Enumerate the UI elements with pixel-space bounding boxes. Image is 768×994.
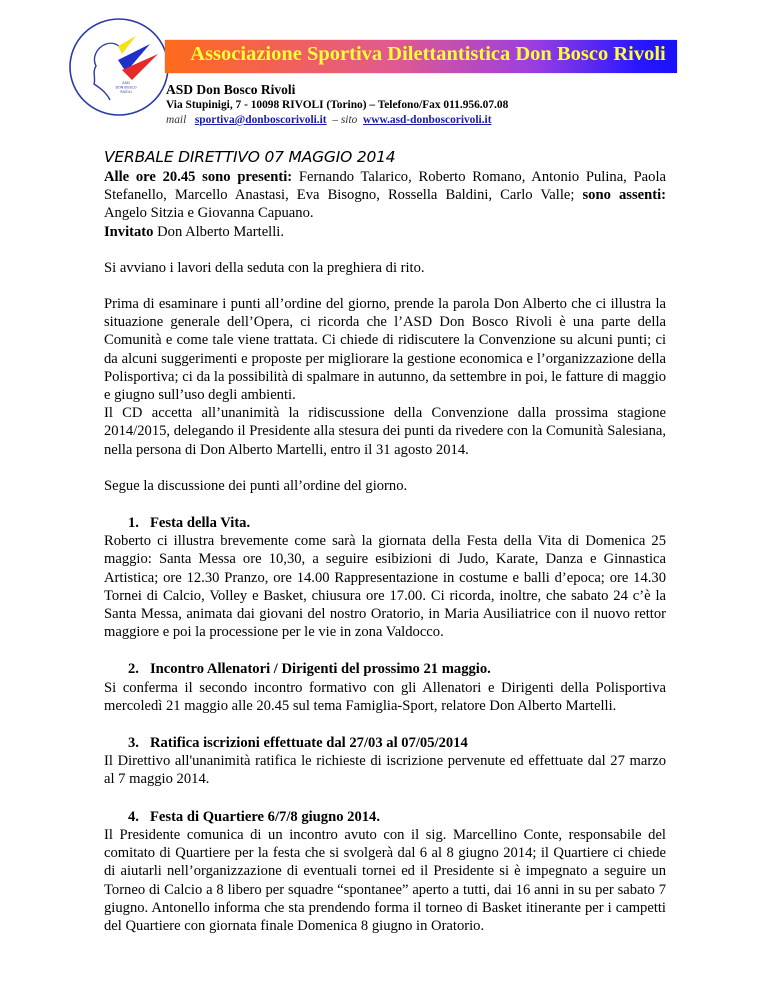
agenda-item-1-body: Roberto ci illustra brevemente come sarà la giornata della Festa della Vita di Domenica 25 maggio: Santa Messa ore 10,30, a seguire esibizioni di Judo, Karate, Danza e Ginnastica Artistica; ore 12.30 Pranzo, ore 14.00 Rappresentazione in costume e balli d’epoca; ore 14.30 Tornei di Calcio, Volley e Basket, chiusura ore 17.00. Ci ricorda, inoltre, che sabato 24 c’è la Santa Messa, animata dai giovani del nostro Oratorio, in Maria Ausiliatrice con il nuovo rettor maggiore e poi la processione per le vie in zona Valdocco. xyxy=(104,533,666,641)
agenda-item-title: Festa della Vita. xyxy=(150,515,251,532)
agenda-intro: Segue la discussione dei punti all’ordine del giorno. xyxy=(104,477,408,494)
email-link[interactable]: sportiva@donboscorivoli.it xyxy=(194,114,327,126)
logo-emblem-icon xyxy=(66,14,172,120)
invited-label: Invitato xyxy=(104,223,154,240)
svg-text:ASD: ASD xyxy=(122,81,130,85)
agenda-item-title: Festa di Quartiere 6/7/8 giugno 2014. xyxy=(150,808,380,825)
minutes-document xyxy=(104,148,666,935)
agenda-item-number: 1. xyxy=(128,515,139,532)
agenda-item-title: Incontro Allenatori / Dirigenti del prossimo 21 maggio. xyxy=(150,661,491,678)
absent-label: sono assenti: xyxy=(582,187,666,204)
website-link[interactable]: www.asd-donboscorivoli.it xyxy=(363,114,492,126)
agenda-item-3-body: Il Direttivo all'unanimità ratifica le richieste di iscrizione pervenute ed effettuate dal 27 marzo al 7 maggio 2014. xyxy=(104,753,666,788)
agenda-item-4-heading xyxy=(104,808,666,826)
agenda-item-number: 2. xyxy=(128,661,139,678)
absent-names: Angelo Sitzia e Giovanna Capuano. xyxy=(104,205,314,222)
invited-paragraph xyxy=(104,223,666,241)
agenda-item-1-heading xyxy=(104,514,666,532)
svg-text:DON BOSCO: DON BOSCO xyxy=(115,85,137,90)
mail-label: mail xyxy=(166,114,187,126)
agenda-item-3-heading xyxy=(104,734,666,752)
present-label: Alle ore 20.45 sono presenti: xyxy=(104,169,293,185)
address-line: Via Stupinigi, 7 - 10098 RIVOLI (Torino) – Telefono/Fax 011.956.07.08 xyxy=(166,99,509,111)
organization-name: ASD Don Bosco Rivoli xyxy=(166,82,296,97)
present-names: Fernando Talarico, Roberto Romano, Antonio Pulina, Paola Stefanello, Marcello Anastasi, Eva Bisogno, Rossella Baldini, Carlo Valle; xyxy=(104,169,666,204)
attendance-paragraph xyxy=(104,168,666,223)
svg-text:RIVOLI: RIVOLI xyxy=(120,90,132,94)
invited-names: Don Alberto Martelli. xyxy=(153,223,284,240)
banner-title: Associazione Sportiva Dilettantistica Don Bosco Rivoli xyxy=(190,43,666,65)
agenda-item-number: 3. xyxy=(128,735,139,752)
opening-paragraph: Si avviano i lavori della seduta con la preghiera di rito. xyxy=(104,259,425,276)
agenda-item-2-heading xyxy=(104,660,666,678)
agenda-item-number: 4. xyxy=(128,808,139,825)
header-banner xyxy=(165,40,677,73)
agenda-item-title: Ratifica iscrizioni effettuate dal 27/03 al 07/05/2014 xyxy=(150,735,468,752)
agenda-item-2-body: Si conferma il secondo incontro formativo con gli Allenatori e Dirigenti della Polisportiva mercoledì 21 maggio alle 20.45 sul tema Famiglia-Sport, relatore Don Alberto Martelli. xyxy=(104,679,666,714)
intro-paragraph-2: Il CD accetta all’unanimità la ridiscussione della Convenzione dalla prossima stagione 2014/2015, delegando il Presidente alla stesura dei punti da rivedere con la Comunità Salesiana, nella persona di Don Alberto Martelli, entro il 31 agosto 2014. xyxy=(104,405,666,458)
document-title: VERBALE DIRETTIVO 07 MAGGIO 2014 xyxy=(104,148,396,166)
contact-line xyxy=(166,114,492,126)
agenda-item-4-body: Il Presidente comunica di un incontro avuto con il sig. Marcellino Conte, responsabile del comitato di Quartiere per la festa che si svolgerà dal 6 al 8 giugno 2014; il Quartiere ci chiede di aiutarli nell’organizzazione di eventuali tornei ed il Presidente si è impegnato a seguire un Torneo di Calcio a 8 libero per squadre “spontanee” aperto a tutti, dai 16 anni in su per sabato 7 giugno. Antonello informa che sta prendendo forma il torneo di Basket itinerante per i campetti del Quartiere con giornata finale Domenica 8 giugno in Oratorio. xyxy=(104,826,666,934)
association-logo xyxy=(66,14,172,120)
site-label: – sito xyxy=(332,114,358,126)
intro-paragraph-1: Prima di esaminare i punti all’ordine del giorno, prende la parola Don Alberto che ci illustra la situazione generale dell’Opera, ci ricorda che l’ASD Don Bosco Rivoli è una parte della Comunità e come tale viene trattata. Ci chiede di ridiscutere la Convenzione su alcuni punti; ci da alcuni suggerimenti e proposte per migliorare la gestione economica e l’organizzazione della Polisportiva; ci da la possibilità di spalmare in autunno, da settembre in poi, le fatture di maggio e giugno sull’uso degli ambienti. xyxy=(104,296,666,404)
